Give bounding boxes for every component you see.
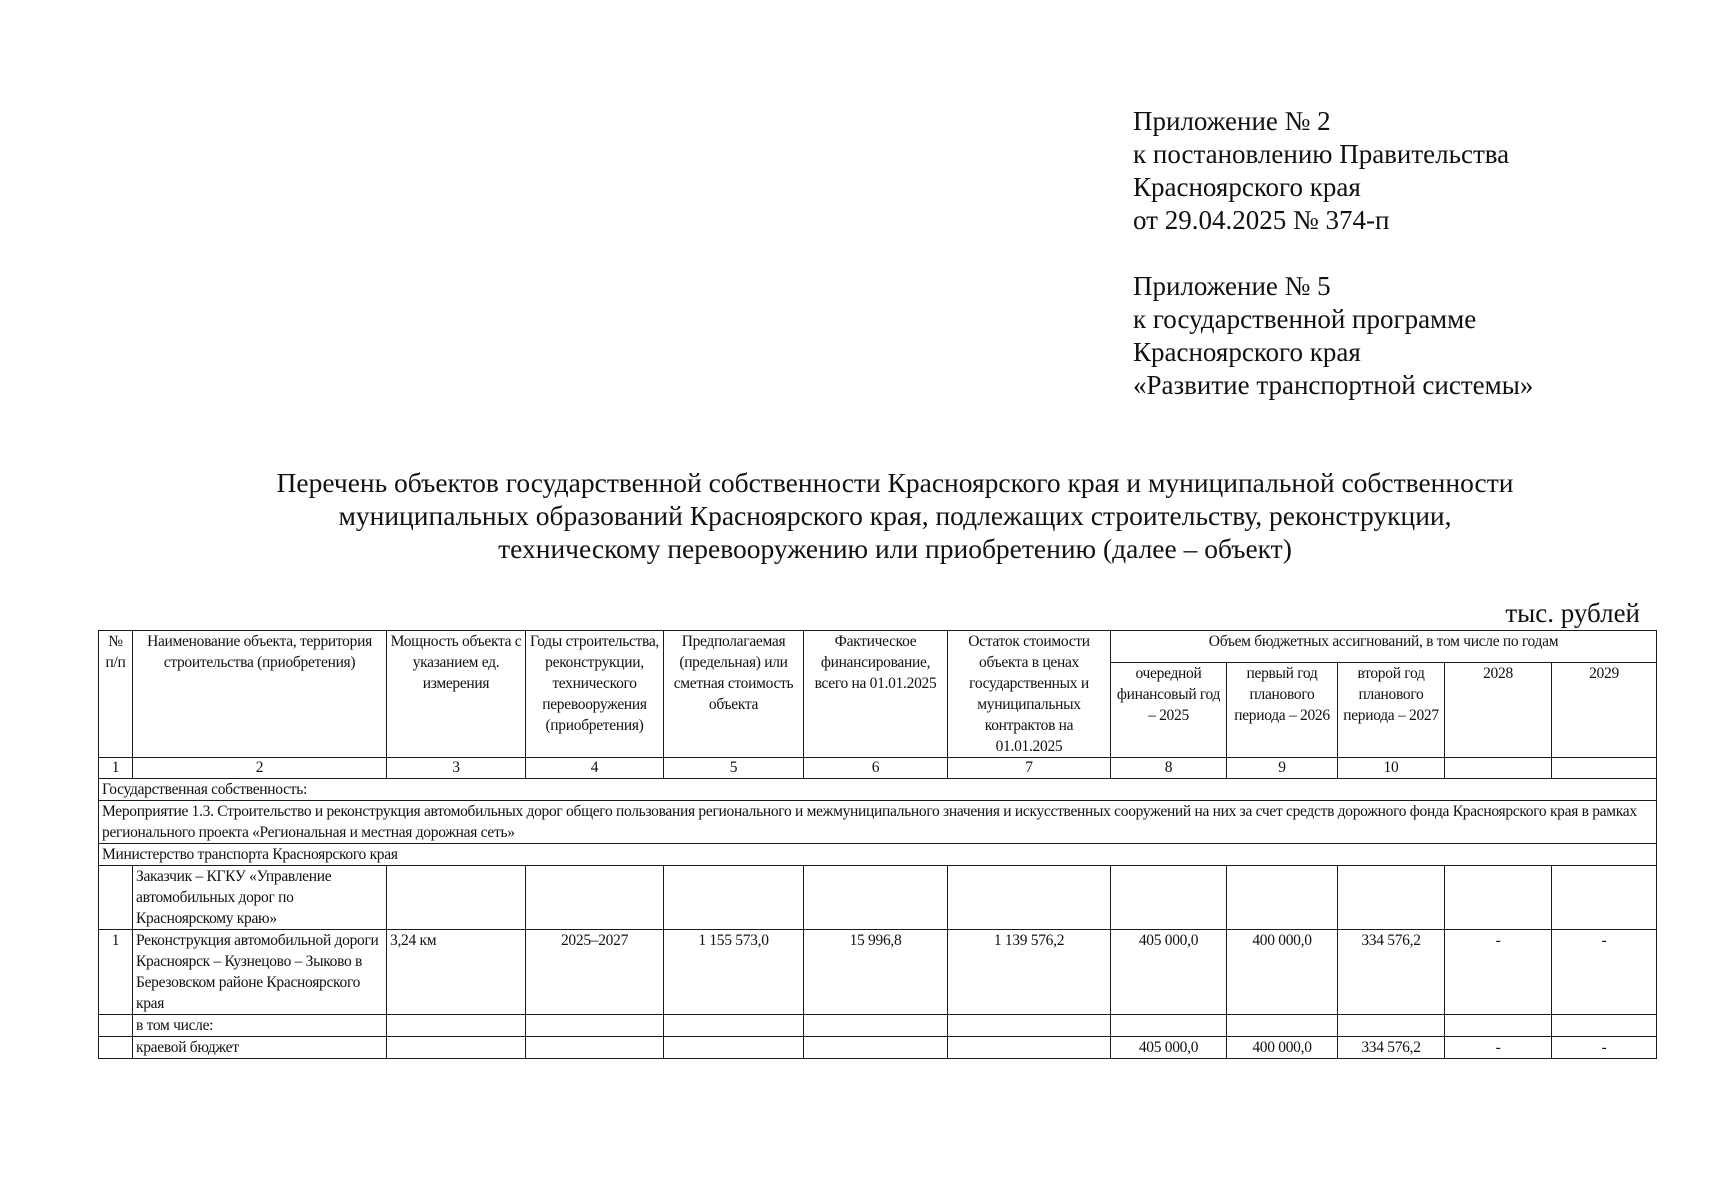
header-estimated-cost: Предполагаемая (предельная) или сметная стоимость объекта bbox=[664, 631, 804, 758]
table-cell bbox=[948, 1015, 1111, 1037]
header-num: № п/п bbox=[99, 631, 133, 758]
object-capacity: 3,24 км bbox=[387, 930, 526, 1015]
header-row-1 bbox=[99, 631, 1657, 663]
appendix-5-line: Красноярского края bbox=[1133, 337, 1361, 367]
regional-budget-2028: - bbox=[1445, 1037, 1552, 1059]
table-cell bbox=[387, 1037, 526, 1059]
object-budget-2029: - bbox=[1552, 930, 1657, 1015]
column-number: 7 bbox=[948, 758, 1111, 779]
column-number bbox=[1552, 758, 1657, 779]
title-line: муниципальных образований Красноярского края, подлежащих строительству, реконструкции, bbox=[338, 500, 1452, 531]
header-2025: очередной финансовый год – 2025 bbox=[1111, 663, 1227, 758]
table-cell bbox=[664, 866, 804, 930]
header-2027: второй год планового периода – 2027 bbox=[1338, 663, 1445, 758]
table-cell bbox=[948, 1037, 1111, 1059]
table-cell bbox=[804, 1015, 948, 1037]
table-cell bbox=[1111, 866, 1227, 930]
column-number: 3 bbox=[387, 758, 526, 779]
object-budget-2028: - bbox=[1445, 930, 1552, 1015]
object-remaining-cost: 1 139 576,2 bbox=[948, 930, 1111, 1015]
table-cell bbox=[526, 1015, 664, 1037]
object-budget-2025: 405 000,0 bbox=[1111, 930, 1227, 1015]
table-cell bbox=[526, 1037, 664, 1059]
appendix-5-line: к государственной программе bbox=[1133, 304, 1477, 334]
header-budget-group: Объем бюджетных ассигнований, в том числе по годам bbox=[1111, 631, 1657, 663]
appendix-2-block bbox=[1133, 105, 1509, 237]
table-cell bbox=[1552, 1015, 1657, 1037]
section-row bbox=[99, 779, 1657, 801]
object-cost: 1 155 573,0 bbox=[664, 930, 804, 1015]
table-cell bbox=[99, 866, 133, 930]
header-2026: первый год планового периода – 2026 bbox=[1227, 663, 1338, 758]
regional-budget-label: краевой бюджет bbox=[133, 1037, 387, 1059]
section-ministry: Министерство транспорта Красноярского края bbox=[99, 844, 1657, 866]
appendix-2-line: Красноярского края bbox=[1133, 172, 1361, 202]
object-row bbox=[99, 930, 1657, 1015]
table-cell bbox=[1338, 1015, 1445, 1037]
regional-budget-2026: 400 000,0 bbox=[1227, 1037, 1338, 1059]
units-label: тыс. рублей bbox=[1505, 598, 1640, 628]
table-cell bbox=[99, 1037, 133, 1059]
table-cell bbox=[387, 866, 526, 930]
section-state-property: Государственная собственность: bbox=[99, 779, 1657, 801]
column-number: 4 bbox=[526, 758, 664, 779]
column-number: 6 bbox=[804, 758, 948, 779]
header-remaining-cost: Остаток стоимости объекта в ценах государственных и муниципальных контрактов на 01.01.2025 bbox=[948, 631, 1111, 758]
regional-budget-2029: - bbox=[1552, 1037, 1657, 1059]
section-event: Мероприятие 1.3. Строительство и реконструкция автомобильных дорог общего пользования регионального и межмуниципального значения и искусственных сооружений на них за счет средств дорожного фонда Красноярского края в рамках регионального проекта «Региональная и местная дорожная сеть» bbox=[99, 801, 1657, 844]
regional-budget-2025: 405 000,0 bbox=[1111, 1037, 1227, 1059]
table-cell bbox=[664, 1015, 804, 1037]
table-cell bbox=[1227, 866, 1338, 930]
header-years: Годы строительства, реконструкции, технического перевооружения (приобретения) bbox=[526, 631, 664, 758]
including-label: в том числе: bbox=[133, 1015, 387, 1037]
header-capacity: Мощность объекта с указанием ед. измерения bbox=[387, 631, 526, 758]
title-line: техническому перевооружению или приобретению (далее – объект) bbox=[498, 533, 1292, 564]
object-budget-2026: 400 000,0 bbox=[1227, 930, 1338, 1015]
table-cell bbox=[1111, 1015, 1227, 1037]
section-row bbox=[99, 844, 1657, 866]
object-budget-2027: 334 576,2 bbox=[1338, 930, 1445, 1015]
column-number: 1 bbox=[99, 758, 133, 779]
column-number: 8 bbox=[1111, 758, 1227, 779]
table-cell bbox=[1227, 1015, 1338, 1037]
customer-row bbox=[99, 866, 1657, 930]
regional-budget-2027: 334 576,2 bbox=[1338, 1037, 1445, 1059]
appendix-5-line: Приложение № 5 bbox=[1133, 271, 1331, 301]
table-cell bbox=[664, 1037, 804, 1059]
appendix-2-line: Приложение № 2 bbox=[1133, 106, 1331, 136]
column-number: 9 bbox=[1227, 758, 1338, 779]
object-actual-financing: 15 996,8 bbox=[804, 930, 948, 1015]
column-number: 2 bbox=[133, 758, 387, 779]
regional-budget-row bbox=[99, 1037, 1657, 1059]
objects-table bbox=[98, 630, 1657, 1059]
table-cell bbox=[1445, 866, 1552, 930]
title-line: Перечень объектов государственной собственности Красноярского края и муниципальной собственности bbox=[276, 467, 1514, 498]
column-number bbox=[1445, 758, 1552, 779]
column-numbers-row bbox=[99, 758, 1657, 779]
header-2028: 2028 bbox=[1445, 663, 1552, 758]
document-title bbox=[160, 466, 1630, 565]
header-object-name: Наименование объекта, территория строительства (приобретения) bbox=[133, 631, 387, 758]
header-actual-financing: Фактическое финансирование, всего на 01.01.2025 bbox=[804, 631, 948, 758]
table-cell bbox=[1445, 1015, 1552, 1037]
table-cell bbox=[804, 866, 948, 930]
table-cell bbox=[1552, 866, 1657, 930]
object-name: Реконструкция автомобильной дороги Красноярск – Кузнецово – Зыково в Березовском районе Красноярского края bbox=[133, 930, 387, 1015]
appendix-5-block bbox=[1133, 270, 1533, 402]
including-row bbox=[99, 1015, 1657, 1037]
table-cell bbox=[99, 1015, 133, 1037]
object-years: 2025–2027 bbox=[526, 930, 664, 1015]
object-number: 1 bbox=[99, 930, 133, 1015]
appendix-5-line: «Развитие транспортной системы» bbox=[1133, 370, 1534, 400]
table-cell bbox=[948, 866, 1111, 930]
appendix-2-line: к постановлению Правительства bbox=[1133, 139, 1510, 169]
table-cell bbox=[804, 1037, 948, 1059]
section-row bbox=[99, 801, 1657, 844]
customer-name: Заказчик – КГКУ «Управление автомобильных дорог по Красноярскому краю» bbox=[133, 866, 387, 930]
table-cell bbox=[526, 866, 664, 930]
column-number: 5 bbox=[664, 758, 804, 779]
column-number: 10 bbox=[1338, 758, 1445, 779]
table-cell bbox=[1338, 866, 1445, 930]
header-2029: 2029 bbox=[1552, 663, 1657, 758]
table-cell bbox=[387, 1015, 526, 1037]
appendix-2-line: от 29.04.2025 № 374-п bbox=[1133, 205, 1390, 235]
